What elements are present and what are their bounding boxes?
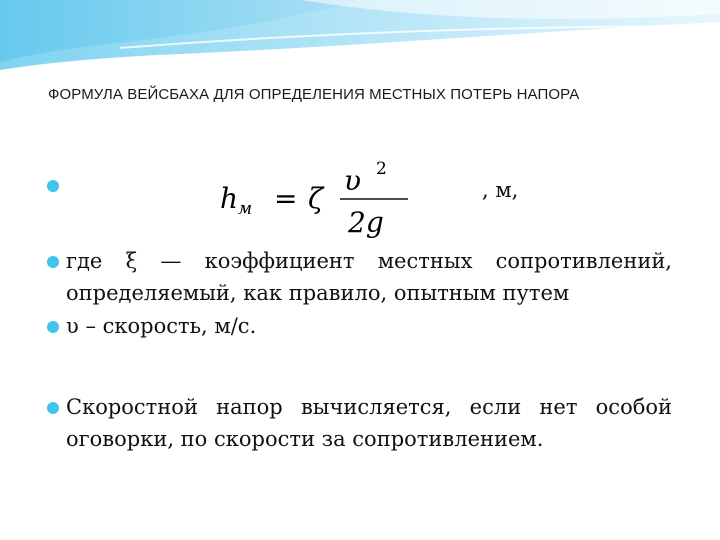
formula-lhs-subscript: м (238, 199, 253, 219)
formula-coefficient: ζ (308, 182, 324, 215)
bullet-dot-2 (47, 321, 59, 333)
formula-denominator: 2g (348, 206, 384, 238)
bullet-text-velocity (66, 310, 672, 342)
formula-equals: = (274, 182, 298, 215)
bullet-text-coefficient (66, 245, 672, 309)
bullet-1-line-1: где ξ — коэффициент местных сопротивлений, (66, 249, 672, 273)
bullet-dot-formula (47, 180, 59, 192)
formula-numerator: υ (344, 164, 362, 197)
bullet-text-velocity-head (66, 391, 672, 455)
weisbach-formula (218, 158, 418, 238)
bullet-3-line-2: оговорки, по скорости за сопротивлением. (66, 427, 544, 451)
formula-unit: , м, (482, 178, 519, 202)
header-wave-decoration (0, 0, 720, 80)
bullet-dot-3 (47, 402, 59, 414)
slide-title: ФОРМУЛА ВЕЙСБАХА ДЛЯ ОПРЕДЕЛЕНИЯ МЕСТНЫХ ПОТЕРЬ НАПОРА (48, 86, 580, 103)
bullet-3-line-1: Скоростной напор вычисляется, если нет особой (66, 395, 672, 419)
bullet-1-line-2: определяемый, как правило, опытным путем (66, 281, 570, 305)
bullet-dot-1 (47, 256, 59, 268)
formula-numerator-power: 2 (376, 159, 387, 179)
bullet-2-line-1: υ – скорость, м/с. (66, 314, 257, 338)
formula-lhs: h (220, 182, 239, 215)
